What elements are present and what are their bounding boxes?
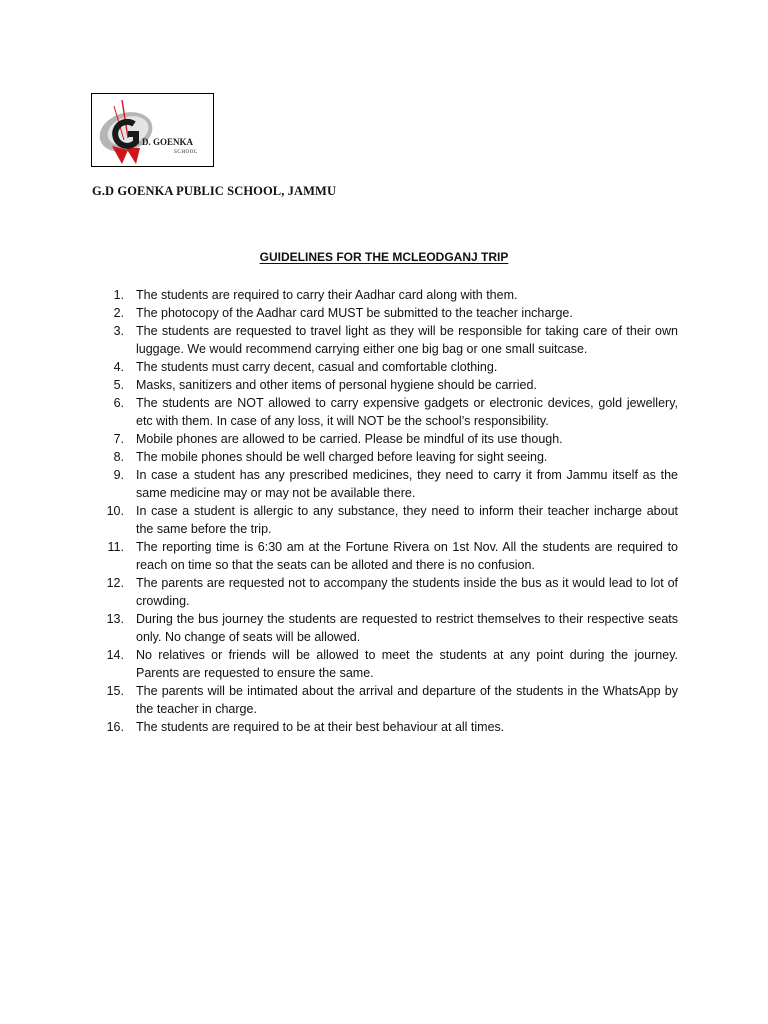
list-item [98,304,678,322]
item-number: 12. [106,576,124,590]
item-text: The photocopy of the Aadhar card MUST be submitted to the teacher incharge. [136,306,573,320]
item-text: The students are NOT allowed to carry expensive gadgets or electronic devices, gold jewellery, etc with them. In case of any loss, it will NOT be the school’s responsibility. [136,396,678,428]
item-number: 5. [113,378,124,392]
item-text: No relatives or friends will be allowed to meet the students at any point during the journey. Parents are requested to ensure the same. [136,648,678,680]
item-text: The students are required to be at their best behaviour at all times. [136,720,505,734]
item-number: 1. [113,288,124,302]
item-text: Mobile phones are allowed to be carried. Please be mindful of its use though. [136,432,563,446]
logo-brand-text: D. GOENKA [142,137,194,147]
item-number: 14. [106,648,124,662]
document-title-text: GUIDELINES FOR THE MCLEODGANJ TRIP [259,250,509,264]
item-number: 3. [113,324,124,338]
list-item [98,448,678,466]
item-number: 15. [106,684,124,698]
list-item [98,502,678,538]
list-item [98,430,678,448]
item-text: In case a student has any prescribed medicines, they need to carry it from Jammu itself as the same medicine may or may not be available there. [136,468,678,500]
item-text: The students must carry decent, casual and comfortable clothing. [136,360,498,374]
item-number: 8. [113,450,124,464]
item-text: Masks, sanitizers and other items of personal hygiene should be carried. [136,378,537,392]
list-item [98,358,678,376]
item-number: 7. [113,432,124,446]
school-name: G.D GOENKA PUBLIC SCHOOL, JAMMU [92,184,337,198]
item-number: 13. [106,612,124,626]
item-text: The mobile phones should be well charged before leaving for sight seeing. [136,450,548,464]
item-text: During the bus journey the students are requested to restrict themselves to their respective seats only. No change of seats will be allowed. [136,612,678,644]
list-item [98,538,678,574]
list-item [98,646,678,682]
item-number: 2. [113,306,124,320]
item-text: The reporting time is 6:30 am at the Fortune Rivera on 1st Nov. All the students are required to reach on time so that the seats can be alloted and there is no confusion. [136,540,678,572]
list-item [98,394,678,430]
item-number: 4. [113,360,124,374]
item-number: 10. [106,504,124,518]
list-item [98,574,678,610]
list-item [98,286,678,304]
item-text: In case a student is allergic to any substance, they need to inform their teacher incharge about the same before the trip. [136,504,678,536]
list-item [98,466,678,502]
guidelines-list [98,286,678,736]
item-number: 16. [106,720,124,734]
list-item [98,376,678,394]
list-item [98,718,678,736]
list-item [98,322,678,358]
school-logo [91,93,214,167]
logo-sub-text: SCHOOL [174,150,198,155]
item-text: The students are required to carry their Aadhar card along with them. [136,288,518,302]
gd-goenka-logo-icon [92,94,213,166]
item-number: 9. [113,468,124,482]
document-title [0,250,768,264]
list-item [98,610,678,646]
item-text: The parents will be intimated about the arrival and departure of the students in the WhatsApp by the teacher in charge. [136,684,678,716]
item-number: 6. [113,396,124,410]
item-number: 11. [107,540,124,554]
item-text: The students are requested to travel light as they will be responsible for taking care of their own luggage. We would recommend carrying either one big bag or one small suitcase. [136,324,678,356]
item-text: The parents are requested not to accompany the students inside the bus as it would lead to lot of crowding. [136,576,678,608]
list-item [98,682,678,718]
